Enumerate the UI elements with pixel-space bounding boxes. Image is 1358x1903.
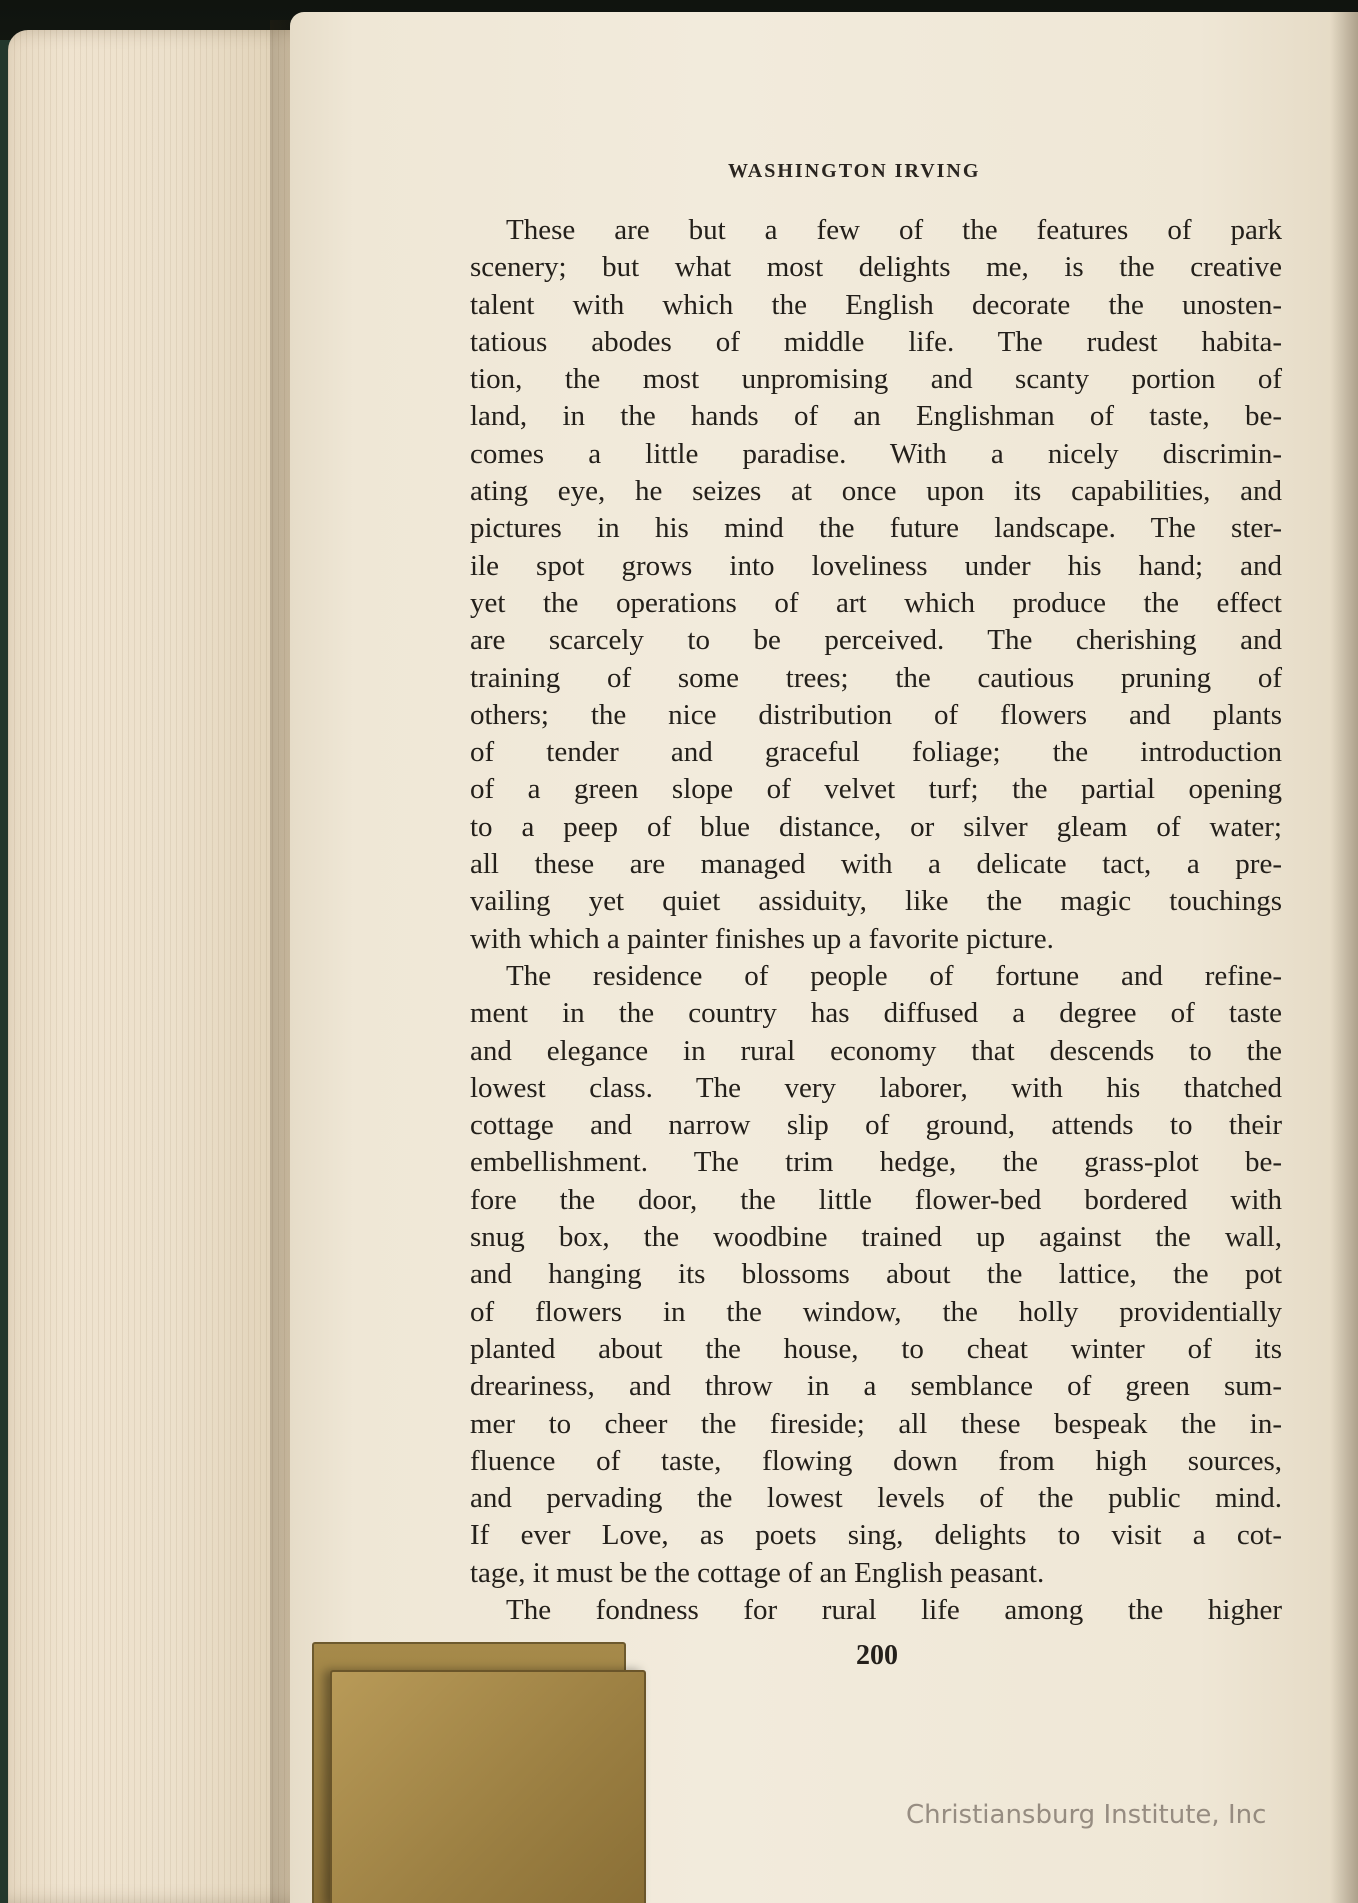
- page-number: 200: [856, 1640, 898, 1671]
- text-line: are scarcely to be perceived. The cherishing and: [470, 624, 1282, 657]
- text-line: The residence of people of fortune and refine-: [506, 959, 1282, 992]
- text-line: These are but a few of the features of park: [506, 214, 1282, 246]
- page-edge-shadow: [1330, 12, 1358, 1903]
- text-line: talent with which the English decorate the unosten-: [470, 288, 1282, 321]
- text-line: ating eye, he seizes at once upon its capabilities, and: [470, 475, 1282, 508]
- text-line: yet the operations of art which produce the effect: [470, 586, 1282, 619]
- text-line: and pervading the lowest levels of the public mind.: [470, 1482, 1282, 1515]
- text-line: planted about the house, to cheat winter of its: [470, 1332, 1282, 1365]
- text-line: comes a little paradise. With a nicely discrimin-: [470, 437, 1282, 470]
- text-line: with which a painter finishes up a favorite picture.: [470, 922, 1054, 955]
- text-line: tage, it must be the cottage of an English peasant.: [470, 1556, 1045, 1589]
- text-line: snug box, the woodbine trained up against the wall,: [470, 1221, 1282, 1254]
- text-line: and hanging its blossoms about the lattice, the pot: [470, 1258, 1282, 1291]
- text-line: others; the nice distribution of flowers and plants: [470, 698, 1282, 731]
- text-line: vailing yet quiet assiduity, like the magic touchings: [470, 885, 1282, 918]
- text-line: of flowers in the window, the holly providentially: [470, 1295, 1282, 1328]
- text-line: tion, the most unpromising and scanty portion of: [470, 363, 1282, 396]
- bookend-front-block: [330, 1670, 646, 1903]
- running-head: WASHINGTON IRVING: [728, 160, 981, 182]
- page-stack-left: [8, 30, 308, 1903]
- text-line: of tender and graceful foliage; the introduction: [470, 736, 1282, 769]
- text-line: dreariness, and throw in a semblance of green sum-: [470, 1370, 1282, 1403]
- text-line: tatious abodes of middle life. The rudest habita-: [470, 325, 1282, 358]
- text-line: fluence of taste, flowing down from high sources,: [470, 1444, 1282, 1477]
- watermark-text: Christiansburg Institute, Inc: [906, 1800, 1267, 1830]
- text-line: fore the door, the little flower-bed bordered with: [470, 1183, 1282, 1216]
- text-line: cottage and narrow slip of ground, attends to their: [470, 1109, 1282, 1142]
- text-line: ile spot grows into loveliness under his hand; and: [470, 549, 1282, 582]
- text-line: pictures in his mind the future landscape. The ster-: [470, 512, 1282, 545]
- text-line: of a green slope of velvet turf; the partial opening: [470, 773, 1282, 806]
- text-line: ment in the country has diffused a degree of taste: [470, 997, 1282, 1030]
- text-line: and elegance in rural economy that descends to the: [470, 1034, 1282, 1067]
- page-body-text: [470, 212, 1282, 1629]
- text-line: to a peep of blue distance, or silver gleam of water;: [470, 810, 1282, 843]
- text-line: mer to cheer the fireside; all these bespeak the in-: [470, 1407, 1282, 1440]
- text-line: training of some trees; the cautious pruning of: [470, 661, 1282, 694]
- text-line: scenery; but what most delights me, is the creative: [470, 251, 1282, 284]
- text-line: land, in the hands of an Englishman of taste, be-: [470, 400, 1282, 433]
- text-line: The fondness for rural life among the higher: [506, 1593, 1282, 1626]
- text-line: lowest class. The very laborer, with his thatched: [470, 1071, 1282, 1104]
- text-line: If ever Love, as poets sing, delights to visit a cot-: [470, 1519, 1282, 1552]
- text-line: all these are managed with a delicate tact, a pre-: [470, 848, 1282, 881]
- text-line: embellishment. The trim hedge, the grass-plot be-: [470, 1146, 1282, 1179]
